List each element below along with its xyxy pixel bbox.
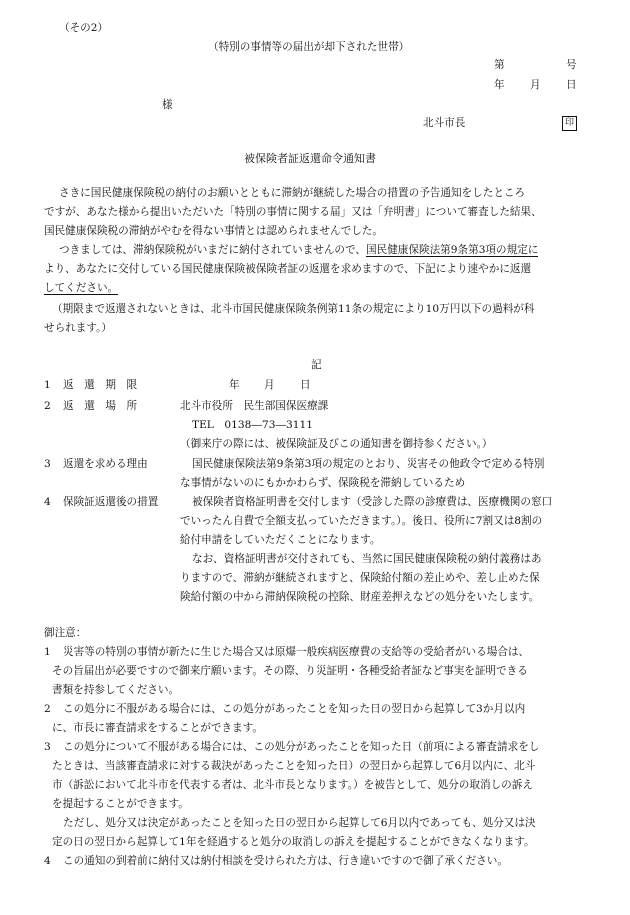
item4-line2: でいったん自費で全額支払っていただきます。）。後日、役所に7割又は8割の: [180, 515, 543, 527]
item4-line5: りますので、滞納が継続されますと、保険給付額の差止めや、差し止めた保: [180, 572, 540, 584]
body-p2-line2: [44, 262, 531, 276]
sender-name: 北斗市長: [423, 117, 466, 129]
note2-line2: に、市長に審査請求をすることができます。: [52, 722, 264, 734]
item1-label: 返 還 期 限: [63, 379, 138, 391]
form-number: （その2）: [59, 22, 109, 34]
note3-number: 3: [44, 741, 51, 753]
note3-line6: 定の日の翌日から起算して1年を経過すると処分の取消しの訴えを提起することができなくなります。: [52, 836, 535, 848]
item2-phone: TEL 0138―73―3111: [192, 419, 314, 431]
body-p2-line1a: つきましては、滞納保険税がいまだに納付されていませんので、: [59, 244, 367, 256]
note1-line2: その旨届出が必要ですので御来庁願います。その際、り災証明・各種受給者証など事実を証明できる: [52, 665, 528, 677]
note3-line5: ただし、処分又は決定があったことを知った日の翌日から起算して6月以内であっても、処分又は決: [63, 817, 536, 829]
form-subtitle: （特別の事情等の届出が却下された世帯）: [208, 41, 410, 53]
note3-line2: たときは、当該審査請求に対する裁決があったことを知った日）の翌日から起算して6月以内に、北斗: [52, 760, 536, 772]
item4-number: 4: [44, 496, 51, 508]
note2-number: 2: [44, 703, 51, 715]
body-p1-line1: さきに国民健康保険税の納付のお願いとともに滞納が継続した場合の措置の予告通知をしたところ: [59, 187, 526, 199]
doc-number-suffix: 号: [566, 59, 577, 71]
item1-year: 年: [229, 379, 240, 391]
note1-line1: 災害等の特別の事情が新たに生じた場合又は原爆一般疾病医療費の支給等の受給者がいる場合は、: [63, 646, 530, 658]
date-month-label: 月: [530, 79, 541, 91]
item3-line1: 国民健康保険法第9条第3項の規定のとおり、災害その他政令で定める特別: [192, 458, 545, 470]
body-p1-line2: ですが、あなた様から提出いただいた「特別の事情に関する届」又は「弁明書」について審査した結果、: [44, 206, 542, 218]
doc-number-label: 第: [494, 59, 505, 71]
ki-heading: 記: [311, 359, 322, 371]
recipient-honorific: 様: [162, 99, 173, 111]
seal-stamp: 印: [562, 116, 577, 131]
note1-line3: 書類を持参してください。: [52, 684, 180, 696]
item4-line3: 給付申請をしていただくことになります。: [180, 534, 381, 546]
item4-line1: 被保険者資格証明書を交付します（受診した際の診療費は、医療機関の窓口: [192, 496, 553, 508]
item2-office: 北斗市役所 民生部国保医療課: [180, 400, 329, 412]
item4-label: 保険証返還後の措置: [63, 496, 159, 508]
note1-number: 1: [44, 646, 51, 658]
body-p3-line1: （期限まで返還されないときは、北斗市国民健康保険条例第11条の規定により10万円以下の過料が科: [52, 303, 535, 315]
document-title: 被保険者証返還命令通知書: [244, 152, 376, 165]
item2-label: 返 還 場 所: [63, 400, 138, 412]
item1-day: 日: [300, 379, 311, 391]
date-year-label: 年: [494, 79, 505, 91]
body-p2-line1: [59, 243, 538, 257]
note3-line4: を提起することができます。: [52, 798, 189, 810]
note4-line1: この通知の到着前に納付又は納付相談を受けられた方は、行き違いですので御了承ください。: [63, 855, 508, 867]
item2-number: 2: [44, 400, 51, 412]
note2-line1: この処分に不服がある場合には、この処分があったことを知った日の翌日から起算して3か月以内: [63, 703, 526, 715]
item3-label: 返還を求める理由: [63, 458, 148, 470]
item1-month: 月: [264, 379, 275, 391]
item2-note: （御来庁の際には、被保険証及びこの通知書を御持参ください。）: [180, 438, 493, 450]
note4-number: 4: [44, 855, 51, 867]
body-p2-line2-text: より、あなたに交付している国民健康保険被保険者証の返還を求めますので、下記により速やかに返還: [44, 263, 532, 275]
body-p2-line3: [44, 281, 118, 295]
body-p1-line3: 国民健康保険税の滞納がやむを得ない事情とは認められませんでした。: [44, 225, 383, 237]
item3-line2: な事情がないのにもかかわらず、保険税を滞納しているため: [180, 477, 466, 489]
body-p2-line1b: 国民健康保険法第9条第3項の規定に: [366, 244, 539, 256]
item4-line4: なお、資格証明書が交付されても、当然に国民健康保険税の納付義務はあ: [192, 553, 542, 565]
item1-number: 1: [44, 379, 51, 391]
date-day-label: 日: [566, 79, 577, 91]
body-p2-line3-text: してください。: [44, 282, 119, 294]
note3-line1: この処分について不服がある場合には、この処分があったことを知った日（前項による審査請求をし: [63, 741, 540, 753]
item4-line6: 険給付額の中から滞納保険税の控除、財産差押えなどの処分をいたします。: [180, 591, 540, 603]
note3-line3: 市（訴訟において北斗市を代表する者は、北斗市長となります。）を被告として、処分の取消しの訴え: [52, 779, 533, 791]
body-p3-line2: せられます。）: [44, 322, 113, 334]
item3-number: 3: [44, 458, 51, 470]
notes-heading: 御注意：: [44, 627, 87, 639]
